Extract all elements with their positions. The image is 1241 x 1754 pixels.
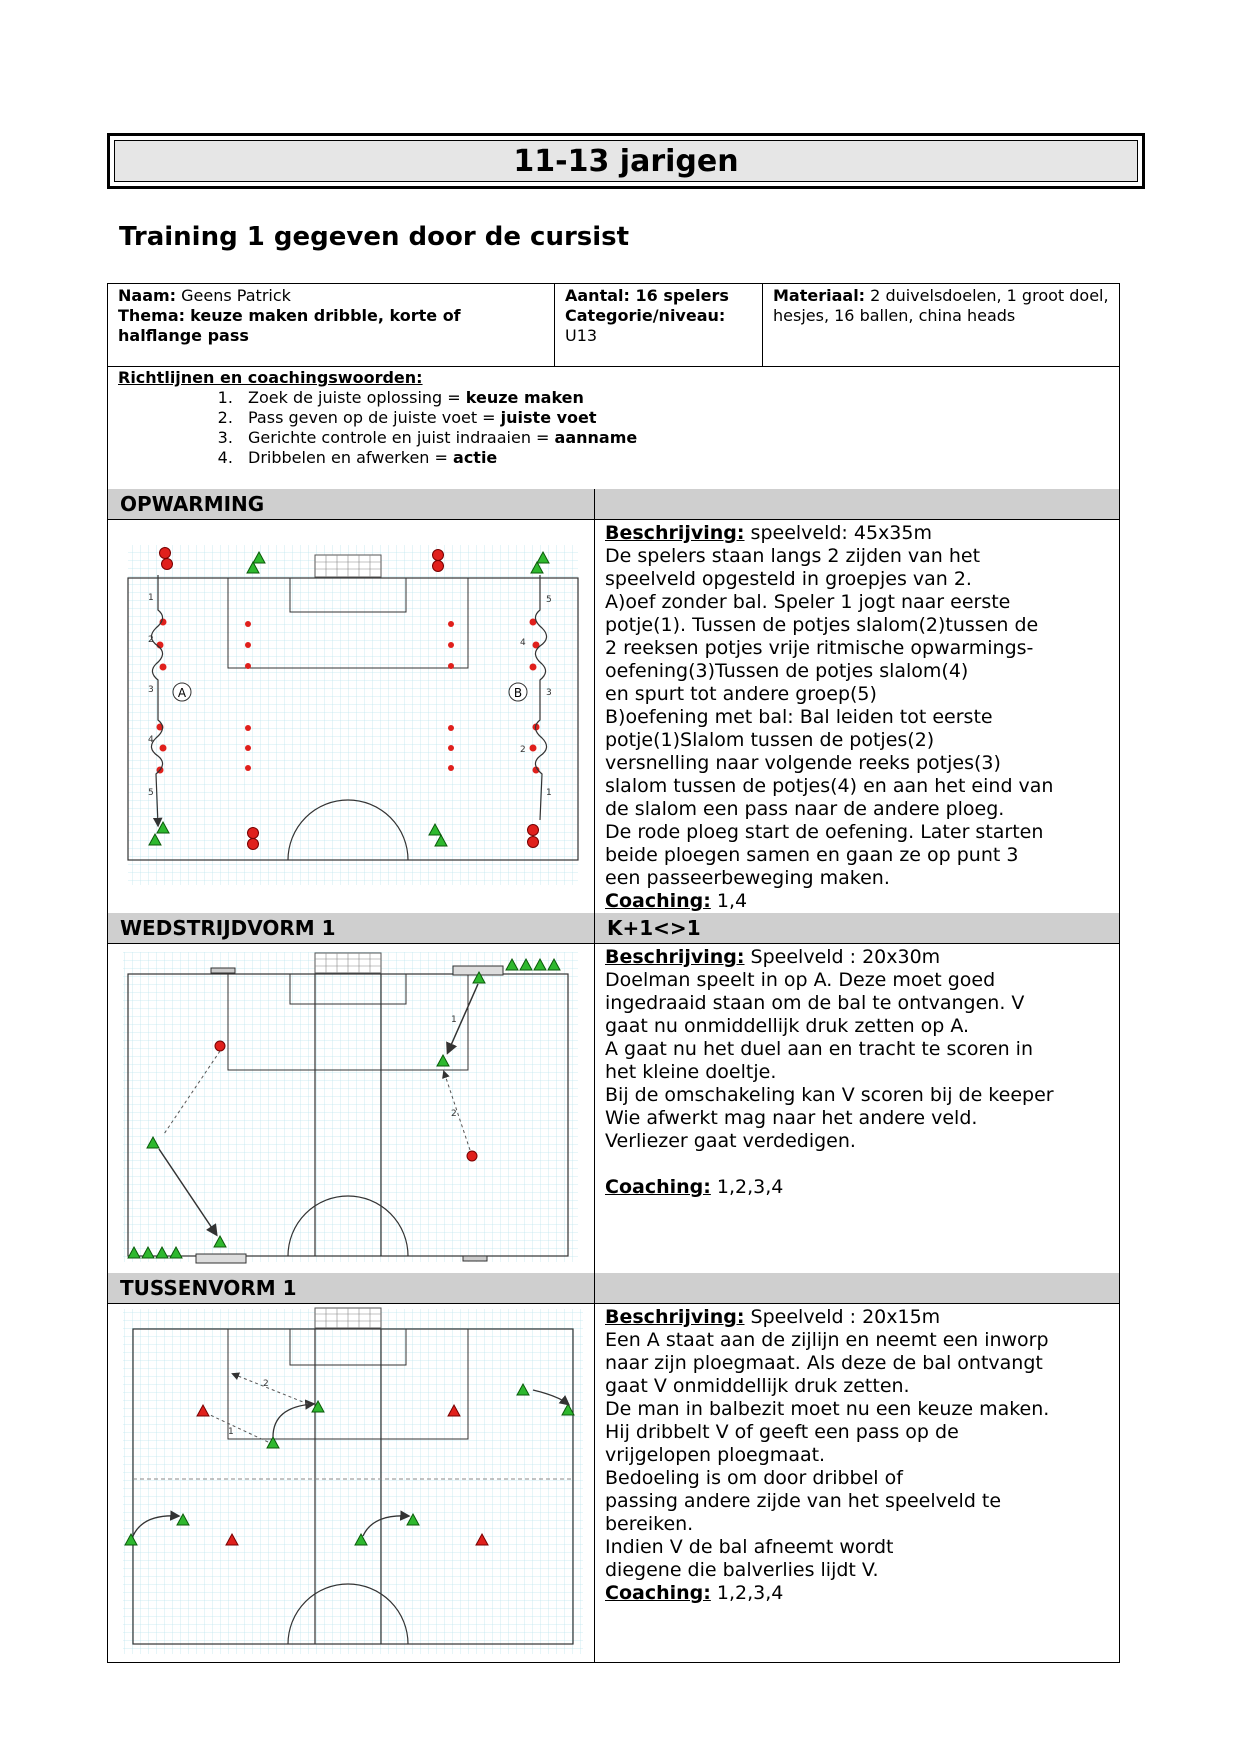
aantal-value: 16 spelers xyxy=(635,286,729,305)
diagram-tussenvorm xyxy=(108,1304,595,1663)
section-wedstrijdvorm xyxy=(107,913,1120,1274)
section-opwarming xyxy=(107,489,1120,914)
svg-text:1: 1 xyxy=(228,1427,234,1437)
svg-text:4: 4 xyxy=(520,638,526,648)
info-cell-aantal xyxy=(555,284,763,366)
section-right-header: K+1<>1 xyxy=(607,916,701,940)
svg-text:2: 2 xyxy=(148,635,154,645)
guideline-item: 4. Dribbelen en afwerken = actie xyxy=(238,448,1109,468)
svg-text:3: 3 xyxy=(546,688,552,698)
section-title: OPWARMING xyxy=(108,489,595,519)
description-tussenvorm: Beschrijving: Speelveld : 20x15m Een A staat aan de zijlijn en neemt een inworp naar zijn ploegmaat. Als deze de bal ontvangt gaat V onmiddellijk druk zetten. De man in balbezit moet nu een keuze maken. Hij dribbelt V of geeft een pass op de vrijgelopen ploegmaat. Bedoeling is om door dribbel of passing andere zijde van het speelveld te bereiken. Indien V de bal afneemt wordt diegene die balverlies lijdt V. Coaching: 1,2,3,4 xyxy=(605,1306,1050,1604)
thema-value: keuze maken dribble, korte of halflange pass xyxy=(118,306,461,345)
svg-text:2: 2 xyxy=(451,1109,457,1119)
svg-text:4: 4 xyxy=(148,735,154,745)
materiaal-label: Materiaal: xyxy=(773,286,866,305)
svg-text:1: 1 xyxy=(148,593,154,603)
section-right-header xyxy=(595,489,607,519)
guideline-item: 1. Zoek de juiste oplossing = keuze maken xyxy=(238,388,1109,408)
label-a: A xyxy=(177,686,187,700)
section-right-header xyxy=(595,1273,607,1303)
thema-label: Thema: xyxy=(118,306,186,325)
naam-label: Naam: xyxy=(118,286,177,305)
svg-text:1: 1 xyxy=(546,788,552,798)
svg-text:3: 3 xyxy=(148,685,154,695)
description-opwarming: Beschrijving: speelveld: 45x35m De spelers staan langs 2 zijden van het speelveld opgesteld in groepjes van 2. A)oef zonder bal. Speler 1 jogt naar eerste potje(1). Tussen de potjes slalom(2)tussen de 2 reeksen potjes vrije ritmische opwarmings- oefening(3)Tussen de potjes slalom(4) en spurt tot andere groep(5) B)oefening met bal: Bal leiden tot eerste potje(1)Slalom tussen de potjes(2) versnelling naar volgende reeks potjes(3) slalom tussen de potjes(4) en aan het eind van de slalom een pass naar de andere ploeg. De rode ploeg start de oefening. Later starten beide ploegen samen en gaan ze op punt 3 een passeerbeweging maken. Coaching: 1,4 xyxy=(605,522,1054,912)
page-title: 11-13 jarigen xyxy=(114,140,1138,182)
guidelines xyxy=(107,366,1120,490)
field-diagram xyxy=(108,1304,594,1663)
guidelines-heading: Richtlijnen en coachingswoorden: xyxy=(118,368,423,387)
categorie-label: Categorie/niveau: xyxy=(565,306,726,325)
description-wedstrijdvorm: Beschrijving: Speelveld : 20x30m Doelman speelt in op A. Deze moet goed ingedraaid staan om de bal te ontvangen. V gaat nu onmiddellijk druk zetten op A. A gaat nu het duel aan en tracht te scoren in het kleine doeltje. Bij de omschakeling kan V scoren bij de keeper Wie afwerkt mag naar het andere veld. Verliezer gaat verdedigen. Coaching: 1,2,3,4 xyxy=(605,946,1054,1198)
subtitle: Training 1 gegeven door de cursist xyxy=(119,222,630,252)
materiaal-value: 2 duivelsdoelen, 1 groot doel, hesjes, 16 ballen, china heads xyxy=(773,286,1109,325)
categorie-value: U13 xyxy=(565,326,598,345)
guideline-item: 2. Pass geven op de juiste voet = juiste voet xyxy=(238,408,1109,428)
small-goal-icon xyxy=(211,968,235,973)
svg-text:5: 5 xyxy=(546,595,552,605)
section-tussenvorm xyxy=(107,1273,1120,1663)
svg-text:2: 2 xyxy=(520,745,526,755)
field-diagram xyxy=(108,520,594,914)
section-title: WEDSTRIJDVORM 1 xyxy=(108,913,595,943)
svg-text:1: 1 xyxy=(451,1015,457,1025)
naam-value: Geens Patrick xyxy=(181,286,291,305)
aantal-label: Aantal: xyxy=(565,286,630,305)
svg-text:2: 2 xyxy=(263,1379,269,1389)
info-cell-naam xyxy=(108,284,555,366)
title-box xyxy=(107,133,1145,189)
small-goal-icon xyxy=(463,1256,487,1261)
small-goal-icon xyxy=(196,1254,246,1263)
diagram-wedstrijdvorm xyxy=(108,944,595,1274)
info-table xyxy=(107,283,1120,367)
guideline-item: 3. Gerichte controle en juist indraaien = aanname xyxy=(238,428,1109,448)
section-title: TUSSENVORM 1 xyxy=(108,1273,595,1303)
diagram-opwarming xyxy=(108,520,595,914)
info-cell-materiaal xyxy=(763,284,1119,366)
svg-text:5: 5 xyxy=(148,788,154,798)
field-diagram xyxy=(108,944,594,1274)
label-b: B xyxy=(513,686,523,700)
